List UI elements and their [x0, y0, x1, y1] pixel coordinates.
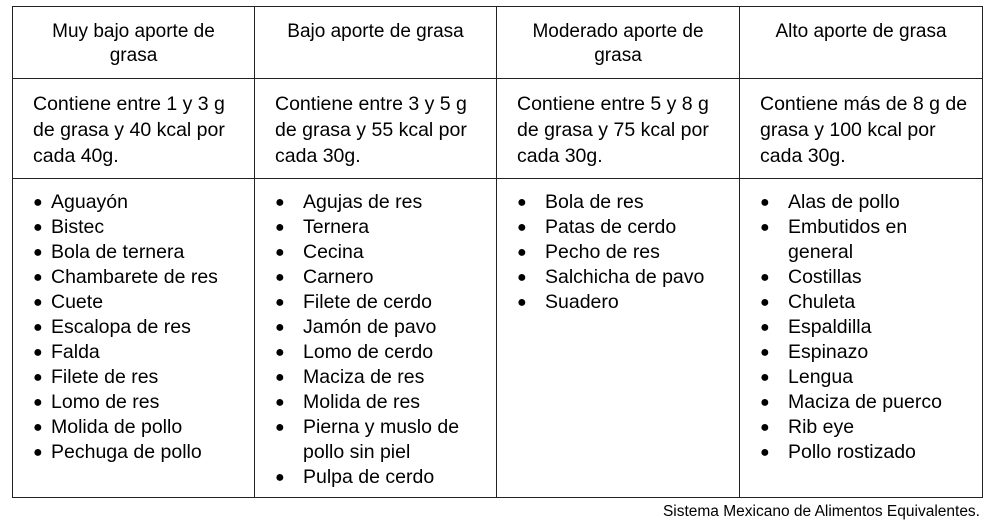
fat-content-table: [12, 6, 983, 498]
bullet-icon: ●: [517, 269, 527, 286]
bullet-icon: ●: [33, 419, 43, 436]
bullet-icon: ●: [760, 294, 770, 311]
bullet-icon: ●: [275, 269, 285, 286]
list-item: [760, 265, 972, 290]
bullet-icon: ●: [760, 194, 770, 211]
list-item: [33, 190, 244, 215]
list-item-label: Pecho de res: [545, 241, 660, 263]
description-high-fat: Contiene más de 8 g de grasa y 100 kcal por cada 30g.: [740, 79, 983, 179]
list-item: [517, 240, 729, 265]
list-item-label: Costillas: [788, 266, 862, 288]
bullet-icon: ●: [275, 419, 285, 436]
list-item: [760, 215, 972, 265]
list-item: [760, 365, 972, 390]
bullet-icon: ●: [275, 319, 285, 336]
list-item-label: Cecina: [303, 241, 364, 263]
list-item: [760, 190, 972, 215]
bullet-icon: ●: [275, 294, 285, 311]
list-item-label: Bistec: [51, 216, 105, 238]
food-list-row: [13, 179, 983, 498]
list-item-label: Lengua: [788, 366, 854, 388]
description-row: [13, 79, 983, 179]
bullet-icon: ●: [33, 394, 43, 411]
list-item-label: Falda: [51, 341, 100, 363]
list-item-label: Cuete: [51, 291, 104, 313]
list-item: [760, 390, 972, 415]
list-item: [760, 415, 972, 440]
bullet-icon: ●: [33, 219, 43, 236]
bullet-icon: ●: [760, 344, 770, 361]
list-item-label: Filete de cerdo: [303, 291, 432, 313]
bullet-icon: ●: [33, 444, 43, 461]
header-moderate-fat: Moderado aporte de grasa: [497, 7, 740, 79]
bullet-icon: ●: [33, 344, 43, 361]
bullet-icon: ●: [760, 369, 770, 386]
list-item-label: Agujas de res: [303, 191, 423, 213]
bullet-icon: ●: [33, 194, 43, 211]
list-item-label: Maciza de res: [303, 366, 425, 388]
list-item-label: Espaldilla: [788, 316, 872, 338]
list-item-label: Pulpa de cerdo: [303, 466, 435, 488]
description-low-fat: Contiene entre 3 y 5 g de grasa y 55 kcal por cada 30g.: [255, 79, 497, 179]
bullet-icon: ●: [760, 219, 770, 236]
list-item-label: Ternera: [303, 216, 370, 238]
bullet-icon: ●: [517, 219, 527, 236]
bullet-icon: ●: [275, 244, 285, 261]
list-item-label: Escalopa de res: [51, 316, 191, 338]
list-item: [33, 240, 244, 265]
list-item-label: Suadero: [545, 291, 619, 313]
source-note: Sistema Mexicano de Alimentos Equivalentes.: [662, 503, 980, 520]
list-item-label: Alas de pollo: [788, 191, 900, 213]
bullet-icon: ●: [760, 319, 770, 336]
bullet-icon: ●: [33, 244, 43, 261]
list-item: [275, 265, 486, 290]
food-list-low-fat: [275, 190, 486, 490]
bullet-icon: ●: [517, 194, 527, 211]
list-item: [33, 215, 244, 240]
bullet-icon: ●: [275, 469, 285, 486]
bullet-icon: ●: [760, 394, 770, 411]
list-item: [760, 315, 972, 340]
list-item: [275, 215, 486, 240]
header-row: [13, 7, 983, 79]
list-item-label: Jamón de pavo: [303, 316, 437, 338]
list-item: [760, 340, 972, 365]
bullet-icon: ●: [760, 269, 770, 286]
list-item: [760, 440, 972, 465]
list-item-label: Bola de ternera: [51, 241, 185, 263]
list-item-label: Pollo rostizado: [788, 441, 916, 463]
food-cell-moderate-fat: [497, 179, 740, 498]
list-item-label: Molida de pollo: [51, 416, 183, 438]
list-item: [517, 215, 729, 240]
list-item-label: Pierna y muslo de pollo sin piel: [303, 416, 460, 463]
list-item: [33, 390, 244, 415]
bullet-icon: ●: [760, 444, 770, 461]
bullet-icon: ●: [517, 244, 527, 261]
bullet-icon: ●: [275, 219, 285, 236]
list-item-label: Aguayón: [51, 191, 128, 213]
list-item: [517, 190, 729, 215]
list-item: [33, 415, 244, 440]
list-item: [33, 340, 244, 365]
list-item-label: Pechuga de pollo: [51, 441, 202, 463]
list-item: [33, 265, 244, 290]
list-item-label: Bola de res: [545, 191, 644, 213]
list-item-label: Chambarete de res: [51, 266, 218, 288]
bullet-icon: ●: [275, 194, 285, 211]
list-item: [275, 465, 486, 490]
list-item-label: Salchicha de pavo: [545, 266, 705, 288]
header-low-fat: Bajo aporte de grasa: [255, 7, 497, 79]
list-item-label: Patas de cerdo: [545, 216, 677, 238]
list-item: [33, 315, 244, 340]
list-item: [33, 365, 244, 390]
list-item-label: Filete de res: [51, 366, 159, 388]
list-item: [760, 290, 972, 315]
list-item-label: Chuleta: [788, 291, 856, 313]
food-cell-low-fat: [255, 179, 497, 498]
list-item-label: Molida de res: [303, 391, 421, 413]
header-very-low-fat: Muy bajo aporte de grasa: [13, 7, 255, 79]
food-list-high-fat: [760, 190, 972, 465]
list-item: [275, 390, 486, 415]
list-item: [275, 315, 486, 340]
description-very-low-fat: Contiene entre 1 y 3 g de grasa y 40 kcal por cada 40g.: [13, 79, 255, 179]
list-item-label: Maciza de puerco: [788, 391, 942, 413]
food-list-moderate-fat: [517, 190, 729, 315]
bullet-icon: ●: [33, 369, 43, 386]
list-item-label: Lomo de res: [51, 391, 160, 413]
list-item-label: Rib eye: [788, 416, 855, 438]
bullet-icon: ●: [275, 369, 285, 386]
bullet-icon: ●: [33, 269, 43, 286]
list-item: [275, 415, 486, 465]
list-item: [33, 290, 244, 315]
bullet-icon: ●: [33, 294, 43, 311]
bullet-icon: ●: [517, 294, 527, 311]
header-high-fat: Alto aporte de grasa: [740, 7, 983, 79]
list-item-label: Embutidos en general: [788, 216, 908, 263]
list-item: [275, 190, 486, 215]
list-item: [33, 440, 244, 465]
list-item: [517, 290, 729, 315]
food-cell-high-fat: [740, 179, 983, 498]
bullet-icon: ●: [275, 394, 285, 411]
bullet-icon: ●: [275, 344, 285, 361]
list-item-label: Lomo de cerdo: [303, 341, 434, 363]
bullet-icon: ●: [760, 419, 770, 436]
food-list-very-low-fat: [33, 190, 244, 465]
list-item: [275, 240, 486, 265]
food-cell-very-low-fat: [13, 179, 255, 498]
list-item-label: Espinazo: [788, 341, 869, 363]
list-item: [517, 265, 729, 290]
list-item: [275, 365, 486, 390]
list-item: [275, 290, 486, 315]
description-moderate-fat: Contiene entre 5 y 8 g de grasa y 75 kcal por cada 30g.: [497, 79, 740, 179]
bullet-icon: ●: [33, 319, 43, 336]
list-item-label: Carnero: [303, 266, 374, 288]
list-item: [275, 340, 486, 365]
